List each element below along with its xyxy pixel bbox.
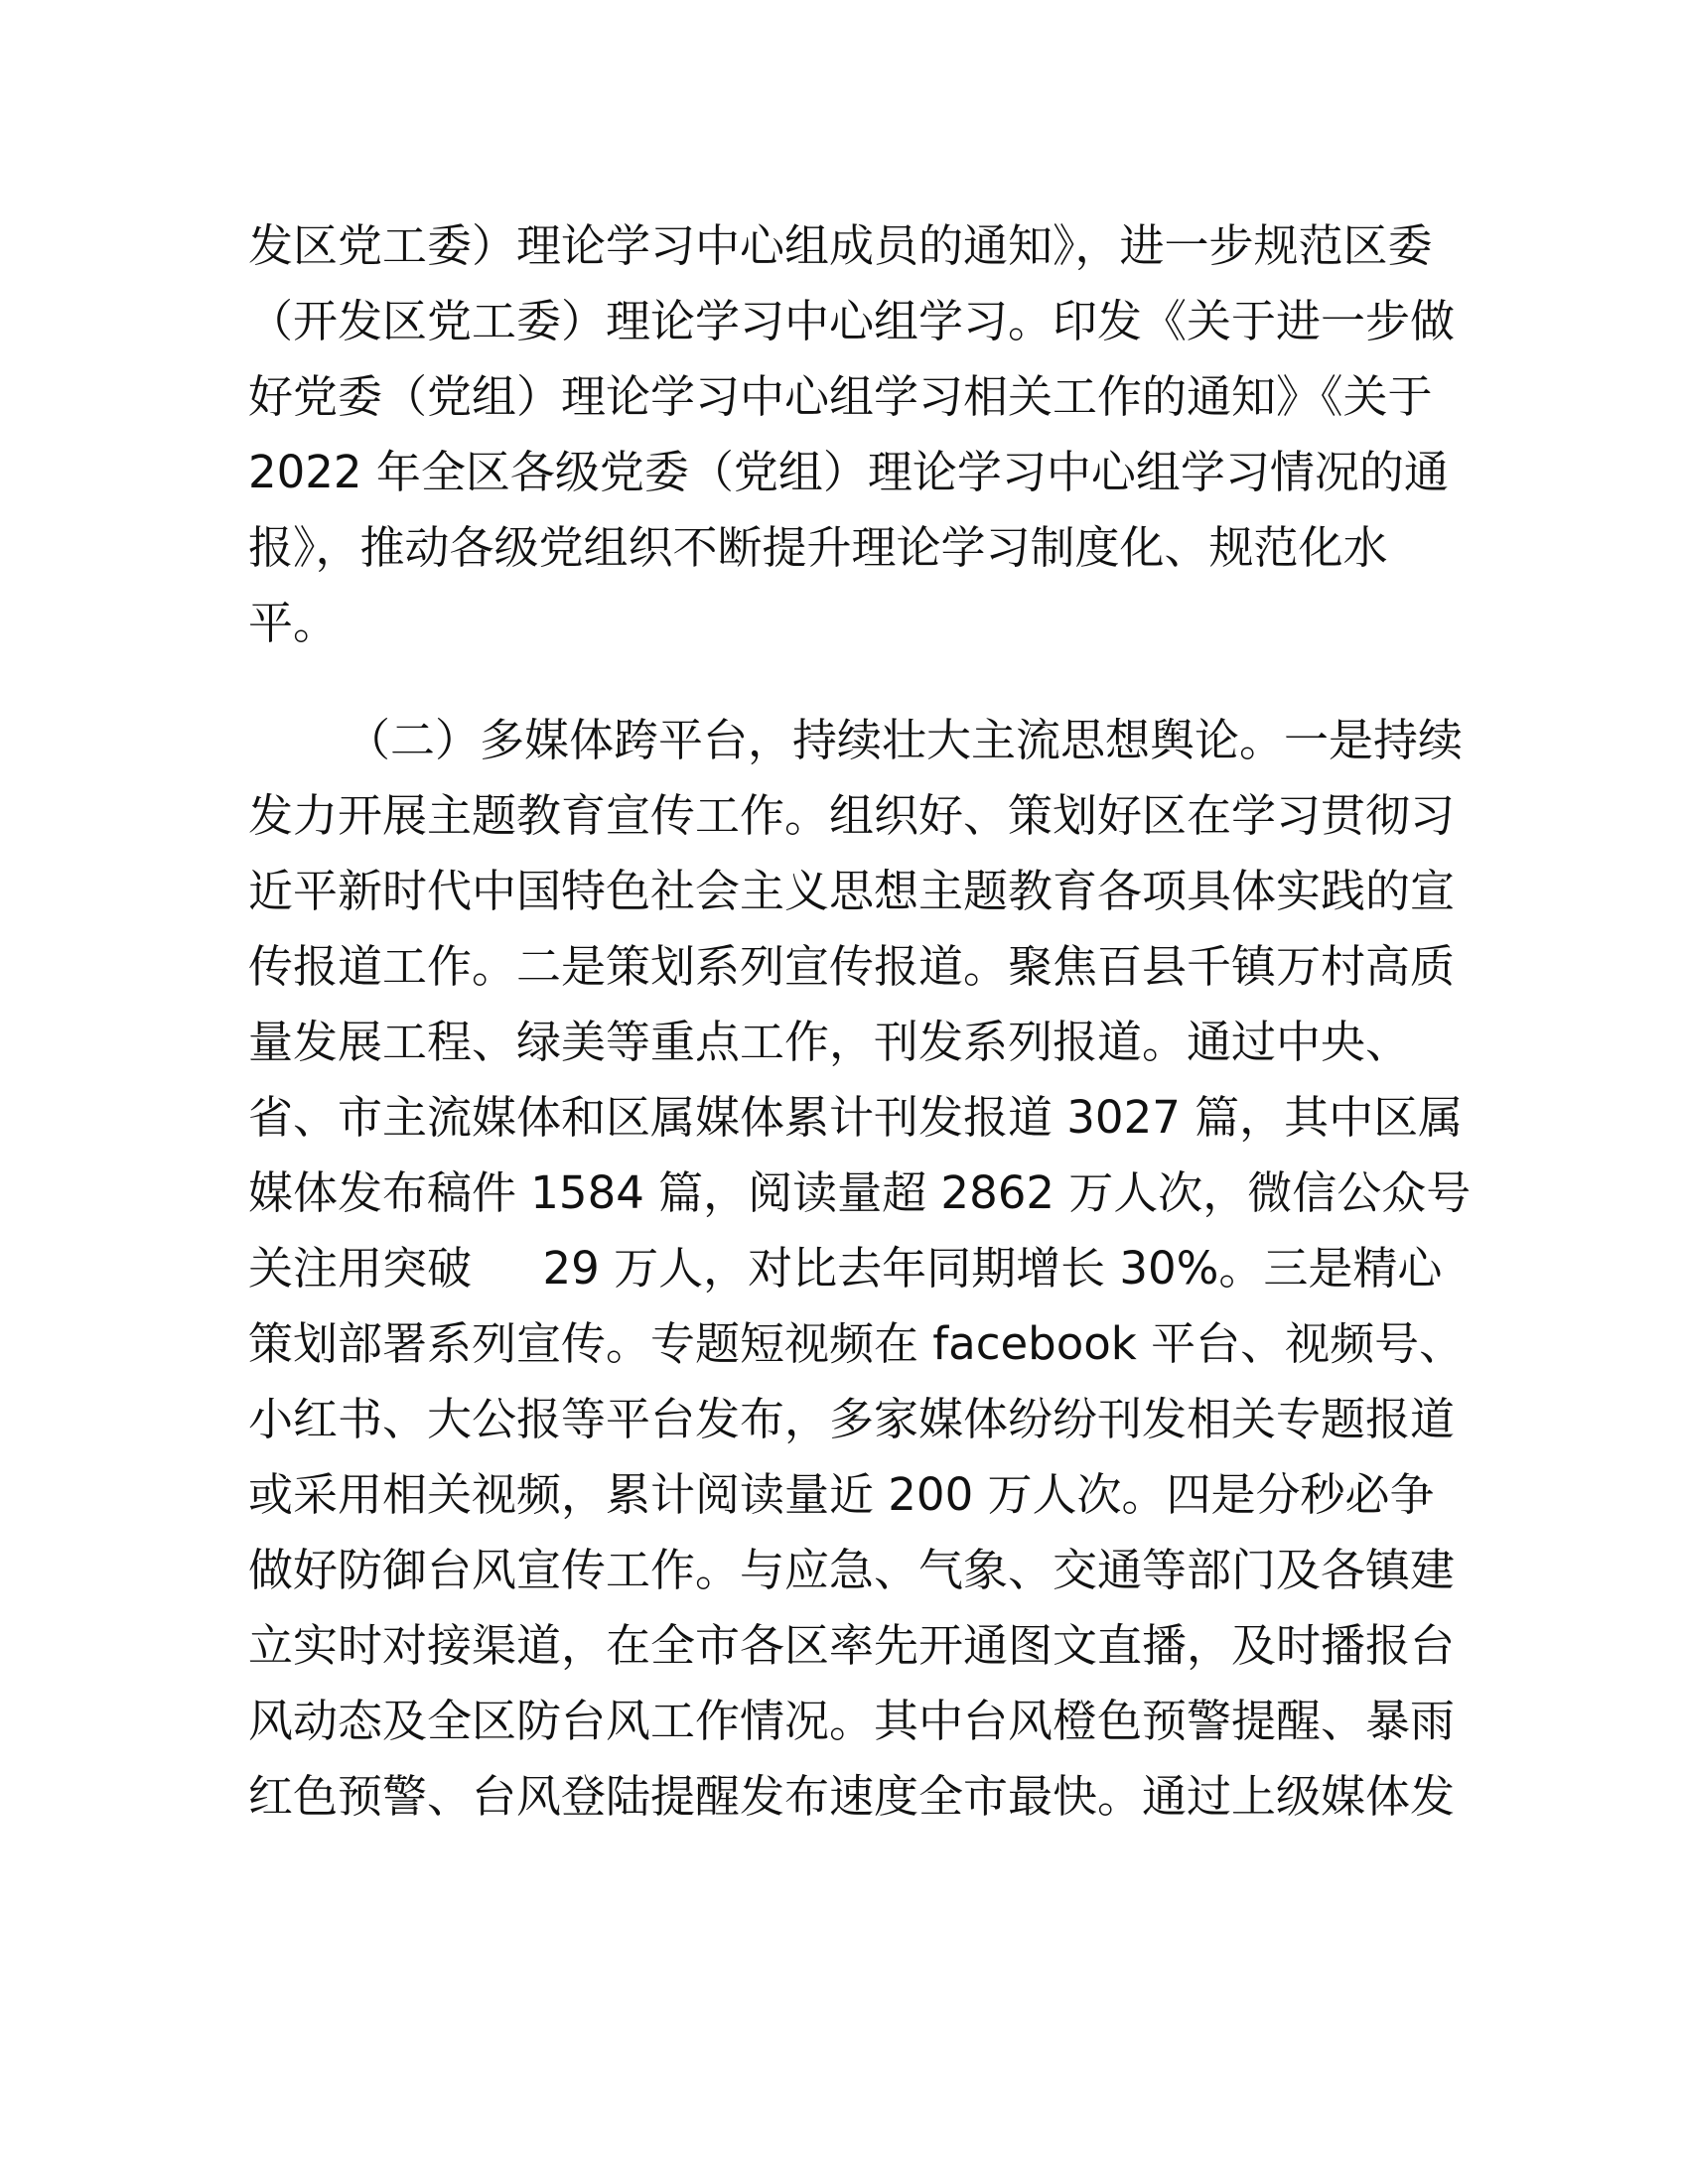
text-line: 小红书、大公报等平台发布，多家媒体纷纷刊发相关专题报道 — [248, 1393, 1456, 1445]
text-line: 报》，推动各级党组织不断提升理论学习制度化、规范化水 — [248, 521, 1388, 574]
text-line: 媒体发布稿件 1584 篇，阅读量超 2862 万人次，微信公众号 — [248, 1166, 1472, 1219]
paragraph-1 — [248, 208, 1456, 661]
text-line: 平。 — [248, 597, 339, 649]
text-line: 红色预警、台风登陆提醒发布速度全市最快。通过上级媒体发 — [248, 1770, 1456, 1823]
paragraph-2 — [248, 703, 1472, 1835]
text-line: 做好防御台风宣传工作。与应急、气象、交通等部门及各镇建 — [248, 1544, 1456, 1596]
paragraph-gap — [248, 661, 1440, 703]
text-line: 发区党工委）理论学习中心组成员的通知》，进一步规范区委 — [248, 219, 1433, 272]
text-line: 风动态及全区防台风工作情况。其中台风橙色预警提醒、暴雨 — [248, 1695, 1456, 1747]
text-line: 好党委（党组）理论学习中心组学习相关工作的通知》《关于 — [248, 370, 1433, 423]
document-body — [248, 208, 1472, 1835]
text-line: 省、市主流媒体和区属媒体累计刊发报道 3027 篇，其中区属 — [248, 1091, 1464, 1144]
text-line: 传报道工作。二是策划系列宣传报道。聚焦百县千镇万村高质 — [248, 940, 1456, 993]
text-line: 2022 年全区各级党委（党组）理论学习中心组学习情况的通 — [248, 446, 1449, 498]
text-line: 量发展工程、绿美等重点工作，刊发系列报道。通过中央、 — [248, 1016, 1411, 1068]
text-line: （开发区党工委）理论学习中心组学习。印发《关于进一步做 — [248, 295, 1456, 347]
text-line: 策划部署系列宣传。专题短视频在 facebook 平台、视频号、 — [248, 1317, 1465, 1370]
text-line: 近平新时代中国特色社会主义思想主题教育各项具体实践的宣 — [248, 865, 1456, 917]
text-line: 立实时对接渠道，在全市各区率先开通图文直播，及时播报台 — [248, 1619, 1456, 1672]
text-line-heading: （二）多媒体跨平台，持续壮大主流思想舆论。一是持续 — [346, 714, 1464, 766]
text-line: 关注用突破 29 万人，对比去年同期增长 30%。三是精心 — [248, 1242, 1443, 1295]
text-line: 或采用相关视频，累计阅读量近 200 万人次。四是分秒必争 — [248, 1468, 1435, 1521]
text-line: 发力开展主题教育宣传工作。组织好、策划好区在学习贯彻习 — [248, 789, 1456, 842]
